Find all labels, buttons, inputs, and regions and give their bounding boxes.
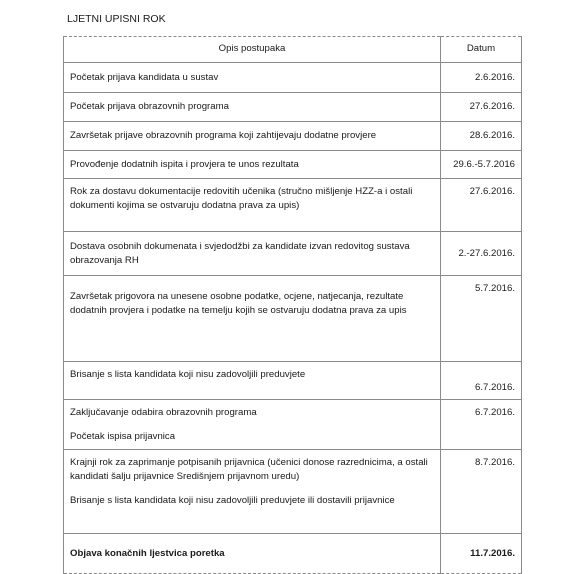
table-row	[64, 63, 522, 93]
row-text: Zaključavanje odabira obrazovnih programa	[70, 407, 257, 418]
row-text: Provođenje dodatnih ispita i provjera te unos rezultata	[70, 158, 299, 170]
header-description: Opis postupaka	[64, 37, 441, 63]
document-title: LJETNI UPISNI ROK	[67, 13, 166, 25]
row-date: 29.6.-5.7.2016	[441, 151, 522, 179]
table-row	[64, 232, 522, 276]
row-description	[64, 179, 441, 232]
row-text: Dostava osobnih dokumenata i svjedodžbi za kandidate izvan redovitog sustava obrazovanja RH	[70, 240, 410, 266]
row-description	[64, 63, 441, 93]
row-date: 6.7.2016.	[441, 362, 522, 400]
row-description	[64, 534, 441, 574]
row-description	[64, 276, 441, 362]
table-row	[64, 151, 522, 179]
row-text: Objava konačnih ljestvica poretka	[70, 548, 225, 559]
row-text: Početak prijava obrazovnih programa	[70, 101, 229, 112]
row-text: Početak ispisa prijavnica	[70, 431, 176, 442]
table-row	[64, 362, 522, 400]
row-date: 5.7.2016.	[441, 276, 522, 362]
row-text: Rok za dostavu dokumentacije redovitih učenika (stručno mišljenje HZZ-a i ostali dokumenti kojima se ostvaruju dodatna prava za upis)	[70, 186, 413, 211]
row-text: Krajnji rok za zaprimanje potpisanih prijavnica (učenici donose razrednicima, a ostali kandidati šalju prijavnice Središnjem prijavnom uredu)	[70, 457, 428, 482]
row-description	[64, 151, 441, 179]
row-date: 8.7.2016.	[441, 450, 522, 534]
row-description	[64, 362, 441, 400]
row-description	[64, 122, 441, 151]
row-description	[64, 93, 441, 122]
table-header-row	[64, 37, 522, 63]
row-text: Brisanje s lista kandidata koji nisu zadovoljili preduvjete ili dostavili prijavnice	[70, 495, 395, 506]
table-row	[64, 400, 522, 450]
row-date: 2.6.2016.	[441, 63, 522, 93]
row-date: 27.6.2016.	[441, 179, 522, 232]
row-text: Završetak prigovora na unesene osobne podatke, ocjene, natjecanja, rezultate dodatnih provjera i podatke na temelju kojih se ostvaruju dodatna prava za upis	[70, 291, 407, 316]
table-row	[64, 179, 522, 232]
row-description	[64, 450, 441, 534]
table-row	[64, 534, 522, 574]
row-text: Početak prijava kandidata u sustav	[70, 71, 219, 83]
row-date: 27.6.2016.	[441, 93, 522, 122]
row-text: Brisanje s lista kandidata koji nisu zadovoljili preduvjete	[70, 369, 306, 380]
row-description	[64, 232, 441, 276]
row-date: 28.6.2016.	[441, 122, 522, 151]
row-date: 6.7.2016.	[441, 400, 522, 450]
row-date: 11.7.2016.	[441, 534, 522, 574]
schedule-table	[63, 36, 522, 574]
row-date: 2.-27.6.2016.	[441, 232, 522, 276]
table-row	[64, 450, 522, 534]
row-text: Završetak prijave obrazovnih programa koji zahtijevaju dodatne provjere	[70, 130, 377, 141]
table-row	[64, 93, 522, 122]
row-description	[64, 400, 441, 450]
table-row	[64, 276, 522, 362]
header-date: Datum	[441, 37, 522, 63]
table-row	[64, 122, 522, 151]
